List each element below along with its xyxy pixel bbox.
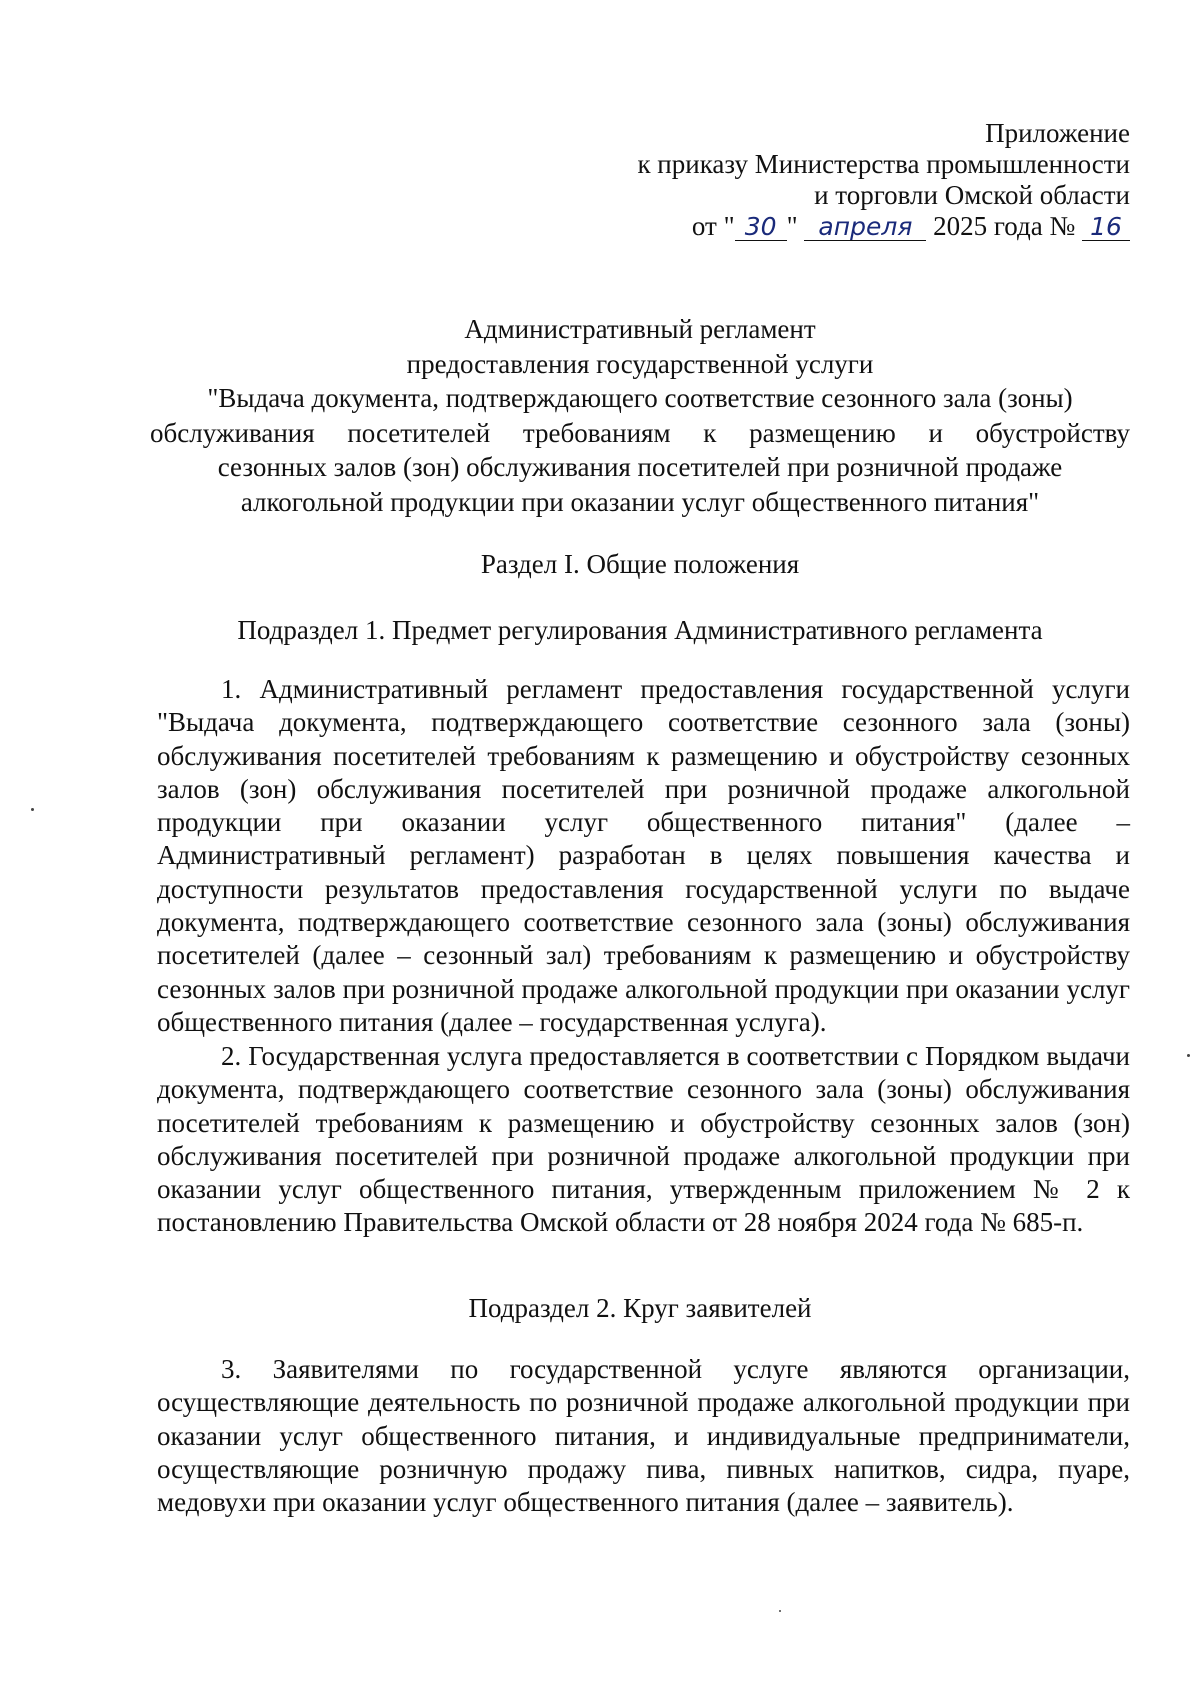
scan-speck <box>779 1610 781 1612</box>
subsection-1-heading: Подраздел 1. Предмет регулирования Административного регламента <box>237 615 1043 645</box>
title-line-2: предоставления государственной услуги <box>406 348 874 379</box>
appendix-block <box>637 118 1130 242</box>
scan-speck <box>1187 1054 1190 1057</box>
title-line-3: "Выдача документа, подтверждающего соответствие сезонного зала (зоны) <box>207 383 1073 413</box>
document-title <box>150 312 1130 519</box>
appendix-title: Приложение <box>985 118 1130 148</box>
date-quote: " <box>786 211 798 241</box>
title-line-1: Административный регламент <box>464 314 816 344</box>
section-heading: Раздел I. Общие положения <box>480 549 800 579</box>
appendix-order-line: к приказу Министерства промышленности <box>637 149 1130 179</box>
handwritten-day: 30 <box>735 214 787 241</box>
paragraph-3: 3. Заявителями по государственной услуге являются организации, осуществляющие деятельность по розничной продаже алкогольной продукции при оказании услуг общественного питания, и индивидуальные предприниматели, осуществляющие розничную продажу пива, пивных напитков, сидра, пуаре, медовухи при оказании услуг общественного питания (далее – заявитель). <box>157 1354 1130 1518</box>
handwritten-month: апреля <box>804 214 926 241</box>
appendix-ministry-line: и торговли Омской области <box>814 180 1130 210</box>
title-line-5: сезонных залов (зон) обслуживания посетителей при розничной продаже <box>217 452 1063 482</box>
date-prefix: от " <box>691 211 735 241</box>
paragraph-1: 1. Административный регламент предоставления государственной услуги "Выдача документа, подтверждающего соответствие сезонного зала (зоны) обслуживания посетителей требованиям к размещению и обустройству сезонных залов (зон) обслуживания посетителей при розничной продаже алкогольной продукции при оказании услуг общественного питания" (далее – Административный регламент) разработан в целях повышения качества и доступности результатов предоставления государственной услуги по выдаче документа, подтверждающего соответствие сезонного зала (зоны) обслуживания посетителей (далее – сезонный зал) требованиям к размещению и обустройству сезонных залов при розничной продаже алкогольной продукции при оказании услуг общественного питания (далее – государственная услуга). <box>157 674 1130 1037</box>
date-year: 2025 года № <box>933 211 1076 241</box>
title-line-4: обслуживания посетителей требованиям к размещению и обустройству <box>150 417 1130 448</box>
scan-speck <box>31 808 34 811</box>
subsection-2-heading: Подраздел 2. Круг заявителей <box>468 1293 812 1323</box>
paragraph-2: 2. Государственная услуга предоставляется в соответствии с Порядком выдачи документа, подтверждающего соответствие сезонного зала (зоны) обслуживания посетителей требованиям к размещению и обустройству сезонных залов (зон) обслуживания посетителей при розничной продаже алкогольной продукции при оказании услуг общественного питания, утвержденным приложением № 2 к постановлению Правительства Омской области от 28 ноября 2024 года № 685-п. <box>157 1041 1130 1238</box>
handwritten-order-number: 16 <box>1082 214 1130 241</box>
appendix-date-line <box>637 211 1130 242</box>
title-line-6: алкогольной продукции при оказании услуг общественного питания" <box>240 486 1040 517</box>
